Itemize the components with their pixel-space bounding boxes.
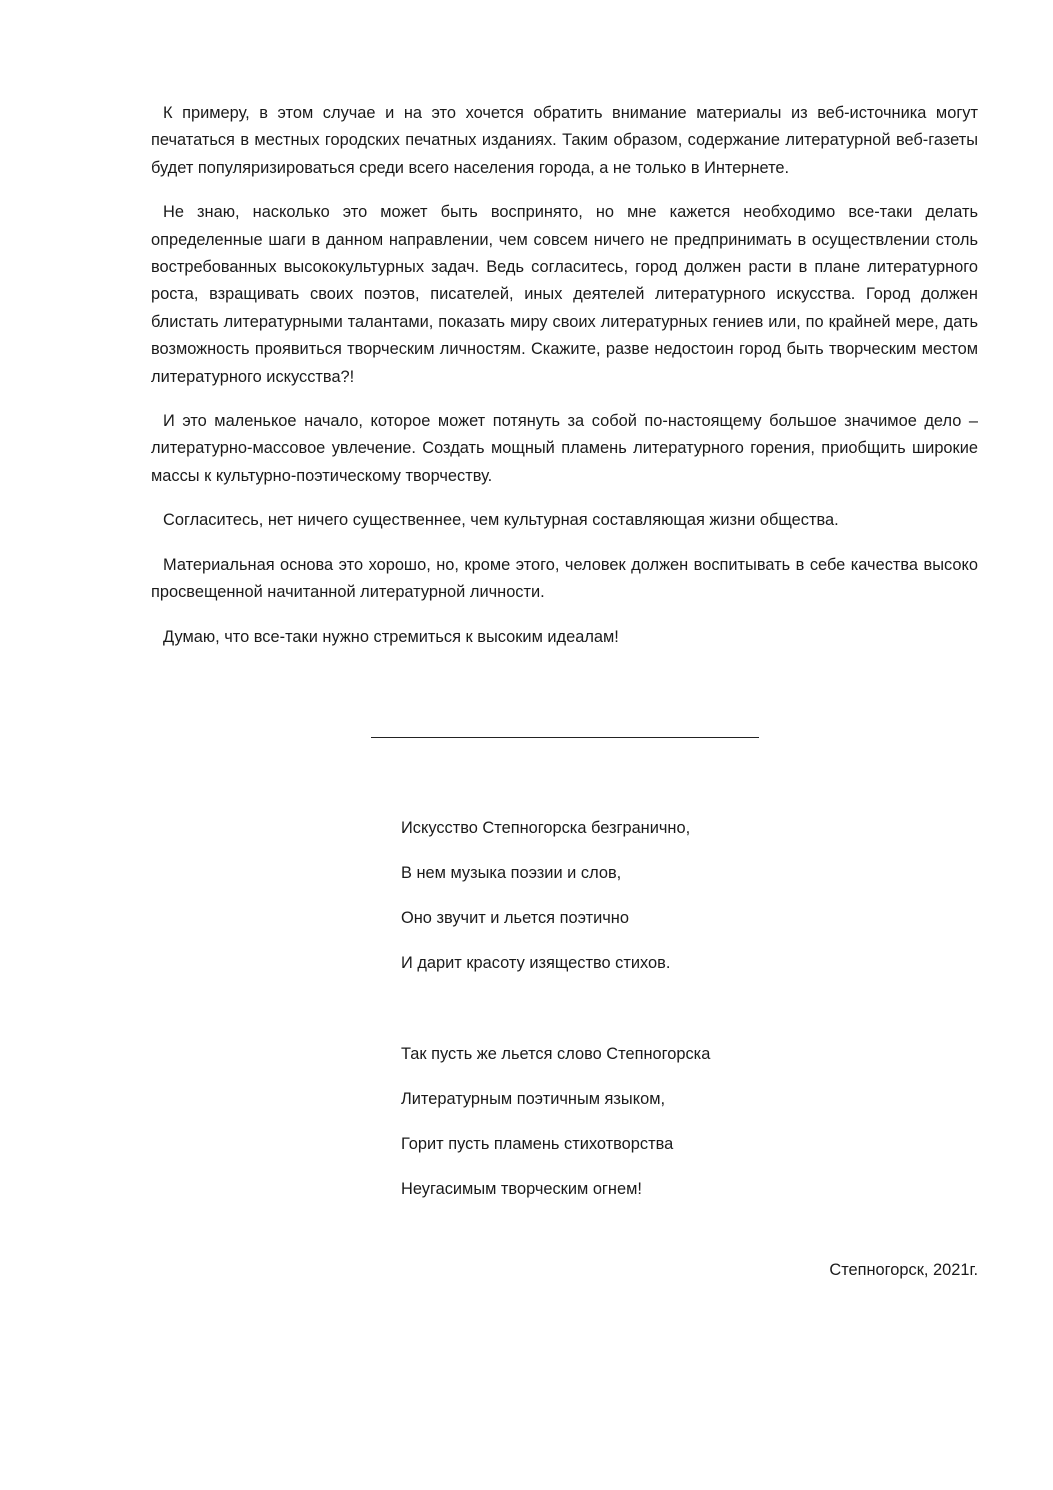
section-separator: [371, 737, 759, 738]
paragraph: И это маленькое начало, которое может потянуть за собой по-настоящему большое значимое дело – литературно-массовое увлечение. Создать мощный пламень литературного горения, приобщить широкие массы к культурно-поэтическому творчеству.: [151, 412, 978, 485]
poem-line: Так пусть же льется слово Степногорска: [401, 1045, 711, 1063]
poem-line: В нем музыка поэзии и слов,: [401, 864, 622, 882]
poem-stanza: [401, 1032, 961, 1212]
paragraph: К примеру, в этом случае и на это хочется обратить внимание материалы из веб-источника могут печататься в местных городских печатных изданиях. Таким образом, содержание литературной веб-газеты будет популяризироваться среди всего населения города, а не только в Интернете.: [151, 104, 978, 177]
paragraph: Материальная основа это хорошо, но, кроме этого, человек должен воспитывать в себе качества высоко просвещенной начитанной литературной личности.: [151, 555, 978, 602]
poem: [401, 806, 961, 1258]
paragraph: Согласитесь, нет ничего существеннее, чем культурная составляющая жизни общества.: [163, 511, 839, 530]
poem-line: Неугасимым творческим огнем!: [401, 1180, 642, 1198]
signature: Степногорск, 2021г.: [829, 1261, 978, 1279]
poem-stanza: [401, 806, 961, 986]
poem-line: Искусство Степногорска безгранично,: [401, 819, 691, 837]
article-body: [151, 100, 978, 668]
poem-line: И дарит красоту изящество стихов.: [401, 954, 671, 972]
poem-line: Литературным поэтичным языком,: [401, 1090, 666, 1108]
poem-line: Горит пусть пламень стихотворства: [401, 1135, 674, 1153]
poem-line: Оно звучит и льется поэтично: [401, 909, 629, 927]
paragraph: Думаю, что все-таки нужно стремиться к высоким идеалам!: [163, 627, 619, 646]
paragraph: Не знаю, насколько это может быть воспринято, но мне кажется необходимо все-таки делать определенные шаги в данном направлении, чем совсем ничего не предпринимать в осуществлении столь востребованных высококультурных задач. Ведь согласитесь, город должен расти в плане литературного роста, взращивать своих поэтов, писателей, иных деятелей литературного искусства. Город должен блистать литературными талантами, показать миру своих литературных гениев или, по крайней мере, дать возможность проявиться творческим личностям. Скажите, разве недостоин город быть творческим местом литературного искусства?!: [151, 203, 978, 386]
